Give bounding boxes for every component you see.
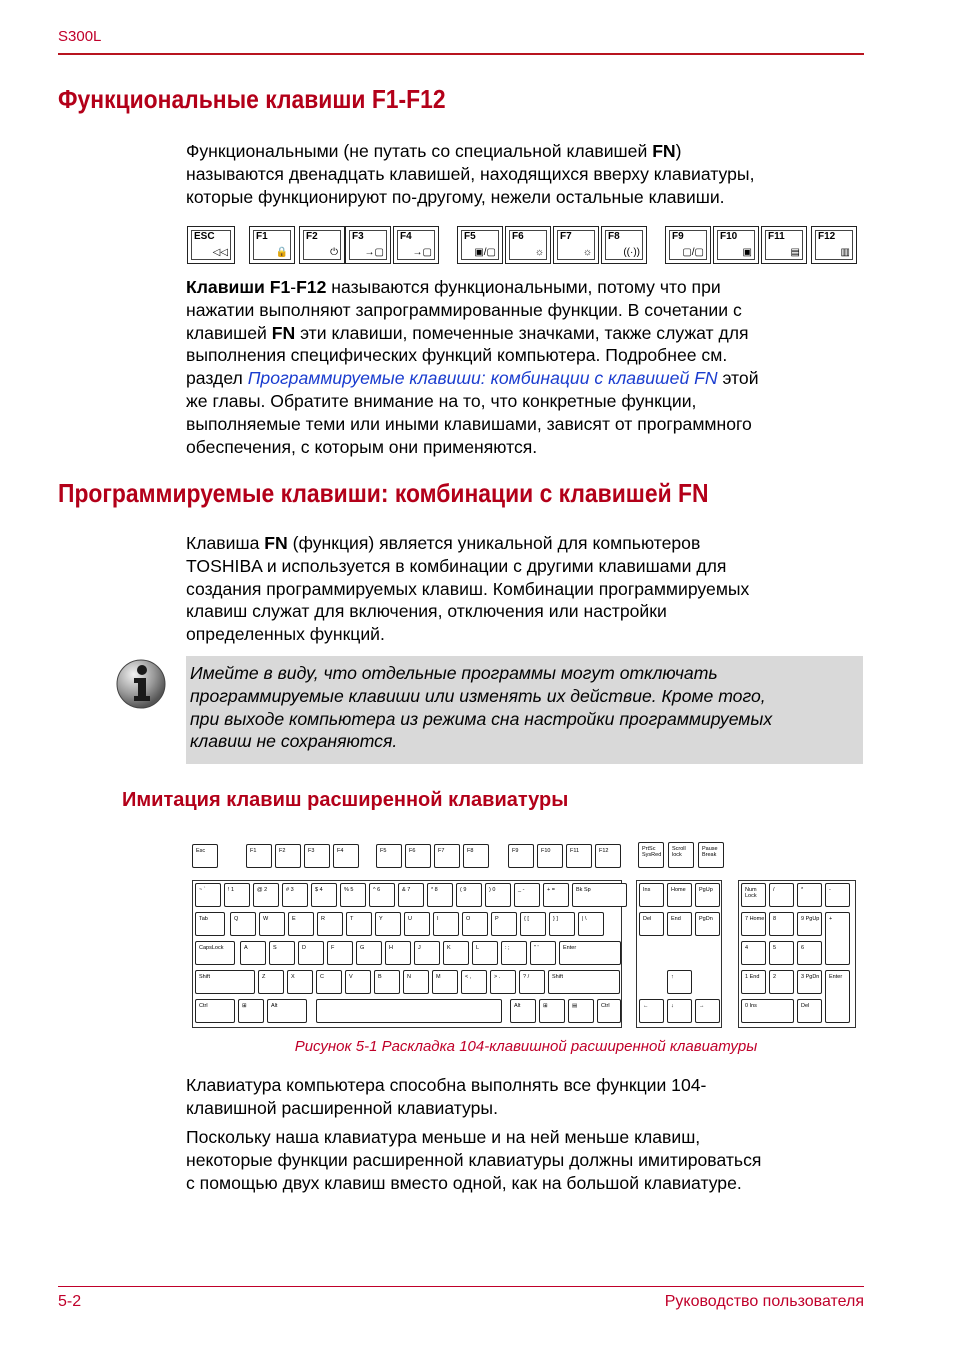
fkey-f10: F10 ▣ (713, 226, 759, 264)
key-r1-10: ) 0 (485, 883, 511, 907)
key-nav-1: Home (667, 883, 692, 907)
key-f10: F10 (537, 844, 563, 868)
page-number: 5-2 (58, 1293, 82, 1310)
key-r2-5: Y (375, 912, 401, 936)
key-r2-12: | \ (578, 912, 604, 936)
key-r2-0: Q (230, 912, 256, 936)
key-num-8: 4 (741, 941, 766, 965)
key-num-14: Enter (825, 970, 850, 1023)
key-sys-0: PrtSc SysRed (638, 842, 664, 868)
key-r1-3: # 3 (282, 883, 308, 907)
key-r1-11: _ - (514, 883, 540, 907)
key-r1-8: * 8 (427, 883, 453, 907)
key-num-7: + (825, 912, 850, 965)
info-icon (115, 658, 167, 710)
key-r2-4: T (346, 912, 372, 936)
key-r3-5: H (385, 941, 411, 965)
key-lwin: ⊞ (238, 999, 264, 1023)
fkey-f3: F3 →▢ (345, 226, 391, 264)
key-f5: F5 (376, 844, 402, 868)
key-num-6: 9 PgUp (797, 912, 822, 936)
fkey-f12: F12 ▥ (811, 226, 857, 264)
key-r1-0: ~ ` (195, 883, 221, 907)
key-f12: F12 (595, 844, 621, 868)
key-sys-1: Scroll lock (668, 842, 694, 868)
key-num-2: * (797, 883, 822, 907)
key-num-12: 2 (769, 970, 794, 994)
key-r1-6: ^ 6 (369, 883, 395, 907)
key-menu: ▤ (568, 999, 594, 1023)
key-esc: Esc (192, 844, 218, 868)
key-r2-8: O (462, 912, 488, 936)
section-title-function-keys: Функциональные клавиши F1-F12 (58, 84, 446, 114)
key-r4-9: ? / (519, 970, 545, 994)
key-r3-1: S (269, 941, 295, 965)
key-f9: F9 (508, 844, 534, 868)
key-r3-7: K (443, 941, 469, 965)
key-r4-2: C (316, 970, 342, 994)
key-f6: F6 (405, 844, 431, 868)
key-r1-5: % 5 (340, 883, 366, 907)
key-r3-9: : ; (501, 941, 527, 965)
running-header-model: S300L (58, 28, 102, 45)
key-num-1: / (769, 883, 794, 907)
key-r2-6: U (404, 912, 430, 936)
key-r3-4: G (356, 941, 382, 965)
key-rctrl: Ctrl (597, 999, 621, 1023)
key-r2-3: R (317, 912, 343, 936)
key-f11: F11 (566, 844, 592, 868)
key-r2-10: { [ (520, 912, 546, 936)
key-r3-0: A (240, 941, 266, 965)
fn-key-paragraph: Клавиша FN (функция) является уникальной для компьютеров TOSHIBA и используется в комбинации с другими клавишами для создания программируемых клавиш. Комбинации программируемых клавиш служат для включения, отключения или настройки определенных функций. (186, 533, 750, 645)
key-rshift: Shift (548, 970, 620, 994)
key-r4-1: X (287, 970, 313, 994)
key-r3-8: L (472, 941, 498, 965)
key-ralt: Alt (510, 999, 536, 1023)
key-r1-12: + = (543, 883, 569, 907)
fkey-f1: F1 🔒 (249, 226, 295, 264)
key-nav-4: End (667, 912, 692, 936)
key-nav-0: Ins (639, 883, 664, 907)
fkey-f4: F4 →▢ (393, 226, 439, 264)
key-nav-5: PgDn (695, 912, 720, 936)
key-r4-0: Z (258, 970, 284, 994)
key-r3-6: J (414, 941, 440, 965)
key-num-15: 0 Ins (741, 999, 794, 1023)
key-r4-6: M (432, 970, 458, 994)
key-enter: Enter (559, 941, 621, 965)
key-r4-3: V (345, 970, 371, 994)
fkey-f6: F6 ☼ (505, 226, 551, 264)
key-capslock: CapsLock (195, 941, 235, 965)
key-num-3: - (825, 883, 850, 907)
key-num-16: Del (797, 999, 822, 1023)
key-r2-1: W (259, 912, 285, 936)
key-num-13: 3 PgDn (797, 970, 822, 994)
key-f7: F7 (434, 844, 460, 868)
key-num-11: 1 End (741, 970, 766, 994)
key-lctrl: Ctrl (195, 999, 235, 1023)
key-r1-1: ! 1 (224, 883, 250, 907)
key-r4-7: < , (461, 970, 487, 994)
fkey-f9: F9 ▢/▢ (665, 226, 711, 264)
footer-rule (58, 1286, 864, 1287)
subsection-title-keyboard-emulation: Имитация клавиш расширенной клавиатуры (122, 789, 569, 811)
header-rule (58, 53, 864, 55)
key-nav-2: PgUp (695, 883, 720, 907)
key-lshift: Shift (195, 970, 255, 994)
key-f2: F2 (275, 844, 301, 868)
key-num-4: 7 Home (741, 912, 766, 936)
key-r2-7: I (433, 912, 459, 936)
key-r2-2: E (288, 912, 314, 936)
emulation-paragraph-1: Клавиатура компьютера способна выполнять все функции 104- клавишной расширенной клавиатуры. (186, 1075, 707, 1118)
key-f3: F3 (304, 844, 330, 868)
hotkeys-section-link[interactable]: Программируемые клавиши: комбинации с клавишей FN (247, 368, 718, 389)
fkey-f11: F11 ▤ (761, 226, 807, 264)
figure-caption: Рисунок 5-1 Раскладка 104-клавишной расширенной клавиатуры (294, 1038, 758, 1055)
key-r1-7: & 7 (398, 883, 424, 907)
function-keys-description: Клавиши F1-F12 называются функциональными, потому что при нажатии выполняют запрограммированные функции. В сочетании с клавишей FN эти клавиши, помеченные значками, также служат для выполнения специфических функций компьютера. Подробнее см. раздел Программируемые клавиши: комбинации с клавишей FN этой же главы. Обратите внимание на то, что конкретные функции, выполняемые теми или иными клавишами, зависят от программного обеспечения, с которым они применяются. (186, 277, 759, 457)
key-r3-3: F (327, 941, 353, 965)
fkey-f8: F8 ((·)) (601, 226, 647, 264)
key-r4-5: N (403, 970, 429, 994)
key-up: ↑ (667, 970, 692, 994)
fkey-f2: F2 ⏻ (299, 226, 345, 264)
key-lalt: Alt (267, 999, 307, 1023)
intro-paragraph: Функциональными (не путать со специальной клавишей FN) называются двенадцать клавишей, находящихся вверху клавиатуры, которые функционируют по-другому, нежели остальные клавиши. (186, 141, 755, 207)
key-r4-8: > . (490, 970, 516, 994)
key-left: ← (639, 999, 664, 1023)
key-f8: F8 (463, 844, 489, 868)
key-num-5: 8 (769, 912, 794, 936)
key-right: → (695, 999, 720, 1023)
keyboard-layout-figure (190, 838, 858, 1032)
key-nav-3: Del (639, 912, 664, 936)
key-r3-10: " ' (530, 941, 556, 965)
key-backspace: Bk Sp (572, 883, 627, 907)
key-r1-2: @ 2 (253, 883, 279, 907)
key-rwin: ⊞ (539, 999, 565, 1023)
key-num-10: 6 (797, 941, 822, 965)
key-r3-2: D (298, 941, 324, 965)
key-num-9: 5 (769, 941, 794, 965)
key-r4-4: B (374, 970, 400, 994)
section-title-hotkeys: Программируемые клавиши: комбинации с клавишей FN (58, 478, 709, 508)
key-num-0: Num Lock (741, 883, 766, 907)
key-f1: F1 (246, 844, 272, 868)
key-tab: Tab (195, 912, 225, 936)
key-r2-9: P (491, 912, 517, 936)
fkey-f5: F5 ▣/▢ (457, 226, 503, 264)
fkey-esc: ESC ◁◁ (187, 226, 235, 264)
key-f4: F4 (333, 844, 359, 868)
key-r2-11: } ] (549, 912, 575, 936)
note-text: Имейте в виду, что отдельные программы могут отключать программируемые клавиши или изменять их действие. Кроме того, при выходе компьютера из режима сна настройки программируемых клавиш не сохраняются. (190, 663, 773, 752)
emulation-paragraph-2: Поскольку наша клавиатура меньше и на ней меньше клавиш, некоторые функции расширенной клавиатуры должны имитироваться с помощью двух клавиш вместо одной, как на большой клавиатуре. (186, 1127, 762, 1193)
key-r1-9: ( 9 (456, 883, 482, 907)
key-down: ↓ (667, 999, 692, 1023)
footer-title: Руководство пользователя (664, 1293, 864, 1310)
function-keys-strip (187, 226, 861, 264)
key-sys-2: Pause Break (698, 842, 724, 868)
key-space (316, 999, 502, 1023)
key-r1-4: $ 4 (311, 883, 337, 907)
fkey-f7: F7 ☼ (553, 226, 599, 264)
